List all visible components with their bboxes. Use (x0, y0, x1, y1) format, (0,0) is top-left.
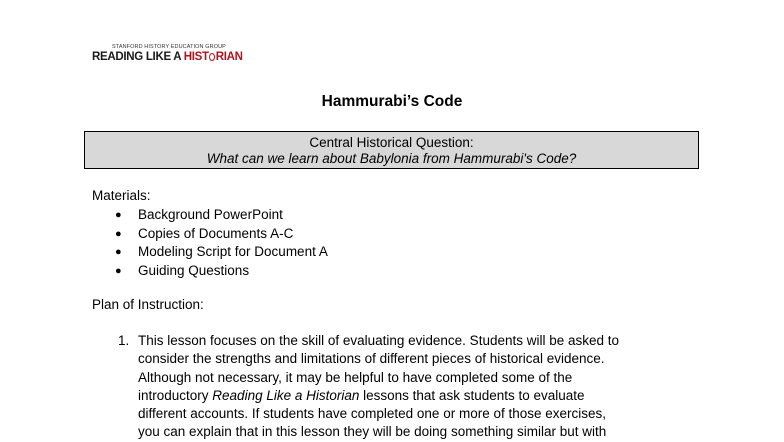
plan-line: Although not necessary, it may be helpful to have completed some of the (138, 369, 573, 385)
logo-title-red-end: RIAN (215, 51, 243, 63)
central-question-box (84, 131, 699, 169)
logo-title-red-start: HIST (183, 51, 209, 63)
list-item (112, 206, 328, 225)
material-label: Background PowerPoint (138, 207, 283, 222)
plan-step (118, 332, 708, 442)
plan-line-italic: Reading Like a Historian (212, 387, 360, 403)
list-item (112, 225, 328, 244)
list-item (112, 262, 328, 281)
logo-title-dark: READING LIKE A (92, 51, 184, 63)
plan-step-text (138, 332, 708, 442)
material-label: Modeling Script for Document A (138, 244, 328, 260)
bullet-icon: ● (115, 227, 122, 240)
plan-heading: Plan of Instruction: (92, 297, 204, 312)
plan-step-number: 1. (118, 333, 130, 348)
material-label: Guiding Questions (138, 262, 250, 278)
plan-line: lessons that ask students to evaluate (359, 387, 585, 403)
logo-subtitle: STANFORD HISTORY EDUCATION GROUP (112, 44, 226, 50)
plan-line: you can explain that in this lesson they will be doing something similar but with (138, 424, 607, 440)
material-label: Copies of Documents A-C (138, 225, 294, 241)
materials-list (112, 206, 328, 280)
bullet-icon: ● (115, 264, 122, 277)
central-question-heading: Central Historical Question: (309, 135, 474, 150)
list-item (112, 243, 328, 262)
plan-line: introductory (138, 387, 213, 403)
materials-heading: Materials: (92, 188, 151, 203)
plan-line: different accounts. If students have completed one or more of those exercises, (138, 406, 607, 422)
plan-line: This lesson focuses on the skill of evaluating evidence. Students will be asked to (138, 333, 620, 348)
bullet-icon: ● (115, 246, 122, 259)
page-title: Hammurabi’s Code (321, 93, 463, 110)
central-question-text: What can we learn about Babylonia from Hammurabi's Code? (206, 151, 577, 166)
reading-like-a-historian-logo (92, 44, 243, 64)
bullet-icon: ● (115, 209, 122, 221)
logo-o-icon (209, 53, 215, 61)
plan-line: consider the strengths and limitations of different pieces of historical evidence. (138, 351, 605, 367)
logo-title (92, 51, 243, 64)
